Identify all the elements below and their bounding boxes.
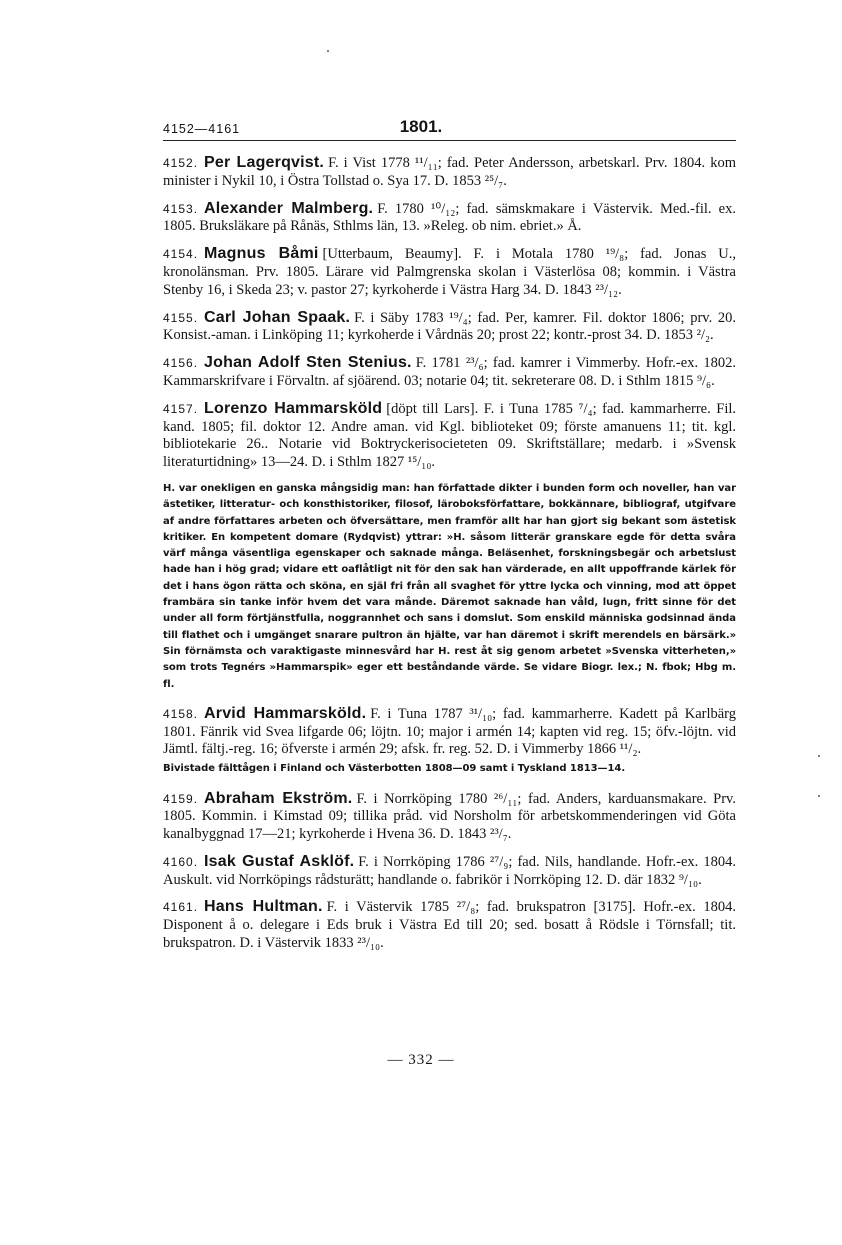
entry-number: 4158. bbox=[163, 706, 199, 721]
entry-text: F. i Tuna 1787 ³¹/₁₀; fad. kammarherre. Kadett på Karlbärg 1801. Fänrik vid Svea lifgarde 06; löjtn. 10; major i armén 14; kapten vid reg. 15; öfv.-löjtn. vid Jämtl. fältj.-reg. 16; öfverste i armén 29; afsk. fr. reg. 52. D. i Vimmerby 1866 ¹¹/₂. bbox=[163, 705, 736, 758]
entry-number: 4153. bbox=[163, 201, 199, 216]
entry-text: [döpt till Lars]. F. i Tuna 1785 ⁷/₄; fad. kammarherre. Fil. kand. 1805; fil. doktor 12. Andre aman. vid Kgl. biblioteket 09; förste amanuens 11; tit. kgl. bibliotekarie 26.. Notarie vid Boktryckerisocieteten 09. Skriftställare; medarb. i »Svensk literaturtidning» 13—24. D. i Sthlm 1827 ¹⁵/₁₀. bbox=[163, 400, 737, 471]
entry-text: F. i Norrköping 1786 ²⁷/₉; fad. Nils, handlande. Hofr.-ex. 1804. Auskult. vid Norrköpings rådsturätt; handlande o. fabrikör i Norrköping 12. D. där 1832 ⁹/₁₀. bbox=[163, 853, 737, 888]
entry-text: F. i Vist 1778 ¹¹/₁₁; fad. Peter Andersson, arbetskarl. Prv. 1804. kom minister i Nykil 10, i Östra Tollstad o. Sya 17. D. 1853 ²⁵/₇. bbox=[163, 155, 736, 189]
entry-number: 4154. bbox=[163, 247, 199, 262]
entry-name: Magnus Båmi bbox=[204, 245, 319, 263]
entry-text: F. i Norrköping 1780 ²⁶/₁₁; fad. Anders, karduansmakare. Prv. 1805. Kommin. i Kimstad 09; tillika pråd. vid Norsholm för arbetskommenderingen vid Göta kanalbyggnad 17—21; kyrkoherde i Hvena 36. D. 1843 ²³/₇. bbox=[163, 790, 736, 843]
entry-text: F. 1780 ¹⁰/₁₂; fad. sämskmakare i Västervik. Med.-fil. ex. 1805. Bruksläkare på Rånäs, Sthlms län, 13. »Releg. ob nim. ebriet.» Å. bbox=[163, 200, 736, 235]
entries-body bbox=[163, 154, 736, 962]
entry-number: 4152. bbox=[163, 156, 199, 170]
entry-name: Alexander Malmberg. bbox=[204, 199, 374, 217]
entry-name: Lorenzo Hammarsköld bbox=[204, 399, 383, 417]
page-number: — 332 — bbox=[387, 1052, 455, 1068]
header-rule bbox=[163, 140, 736, 141]
entry-4153 bbox=[163, 200, 736, 237]
entry-number: 4160. bbox=[163, 854, 199, 869]
entry-name: Abraham Ekström. bbox=[204, 789, 353, 807]
campaign-note: Bivistade fälttågen i Finland och Västerbotten 1808—09 samt i Tyskland 1813—14. bbox=[163, 763, 626, 775]
entry-number: 4161. bbox=[163, 900, 199, 915]
entry-4159 bbox=[163, 790, 736, 844]
entry-4158 bbox=[163, 705, 736, 759]
entry-name: Carl Johan Spaak. bbox=[204, 308, 351, 326]
entry-text: F. i Västervik 1785 ²⁷/₈; fad. brukspatron [3175]. Hofr.-ex. 1804. Disponent å o. delegare i Eds bruk i Västra Ed till 20; sed. bosatt å Rödsle i Törnsfall; tit. brukspatron. D. i Västervik 1833 ²³/₁₀. bbox=[163, 899, 736, 952]
biographical-note: H. var onekligen en ganska mångsidig man: han författade dikter i bunden form och noveller, han var ästetiker, litteratur- och konsthistoriker, filosof, läroboksförfattare, bokkännare, bibliograf, utgifvare af andre författares arbeten och öfversättare, men framför allt har han gjort sig bekant som ästetisk kritiker. En kompetent domare (Rydqvist) yttrar: »H. såsom litterär granskare egde för detta svåra värf många väsentliga egenskaper och saknade många. Beläsenhet, forskningsbegär och arbetslust hade han i hög grad; vidare ett oaflåtligt nit för den sak han värderade, en allt uppoffrande kärlek för det i hans ögon rätta och sköna, en själ fri från all svaghet för yttre lycka och vinning, mod att öppet frambära sin tanke inför hvem det vara månde. Däremot saknade han våld, lugn, fritt sinne för det under all form förtjänstfulla, noggrannhet och sans i domslut. Som enskild människa godsinnad ända till flathet och i umgänget snarare pultron än hjälte, var han däremot i skrift merendels en bärsärk.» Sin förnämsta och varaktigaste minnesvård har H. rest åt sig genom arbetet »Svenska vitterheten,» som trots Tegnérs »Hammarspik» eger ett beståndande värde. Se vidare Biogr. lex.; N. fbok; Hbg m. fl. bbox=[163, 482, 736, 690]
speck bbox=[818, 795, 820, 797]
entry-name: Isak Gustaf Asklöf. bbox=[204, 852, 355, 870]
entry-name: Per Lagerqvist. bbox=[204, 154, 325, 171]
entry-4160 bbox=[163, 853, 736, 890]
entry-4155 bbox=[163, 309, 736, 346]
entry-4154 bbox=[163, 245, 736, 299]
entry-number: 4156. bbox=[163, 356, 199, 371]
running-head-year: 1801. bbox=[399, 117, 443, 136]
entry-name: Arvid Hammarsköld. bbox=[204, 704, 367, 722]
entry-name: Hans Hultman. bbox=[204, 898, 323, 916]
entry-text: [Utterbaum, Beaumy]. F. i Motala 1780 ¹⁹/₈; fad. Jonas U., kronolänsman. Prv. 1805. Lärare vid Palmgrenska skolan i Västerlösa 08; kommin. i Västra Stenby 16, i Skeda 23; v. pastor 27; kyrkoherde i Västra Harg 34. D. 1843 ²³/₁₂. bbox=[163, 246, 736, 298]
entry-4156 bbox=[163, 354, 736, 391]
speck bbox=[327, 50, 329, 52]
speck bbox=[818, 755, 820, 757]
running-head-range: 4152—4161 bbox=[163, 122, 241, 136]
entry-name: Johan Adolf Sten Stenius. bbox=[204, 354, 412, 372]
entry-4157 bbox=[163, 400, 736, 472]
entry-number: 4155. bbox=[163, 310, 199, 325]
entry-4161 bbox=[163, 898, 736, 952]
entry-text: F. i Säby 1783 ¹⁹/₄; fad. Per, kamrer. Fil. doktor 1806; prv. 20. Konsist.-aman. i Linköping 11; kyrkoherde i Vårdnäs 20; prost 22; kontr.-prost 34. D. 1853 ²/₂. bbox=[163, 309, 736, 344]
entry-number: 4159. bbox=[163, 791, 199, 806]
entry-number: 4157. bbox=[163, 401, 199, 416]
entry-4152 bbox=[163, 154, 736, 191]
entry-text: F. 1781 ²³/₆; fad. kamrer i Vimmerby. Hofr.-ex. 1802. Kammarskrifvare i Förvaltn. af sjöärend. 03; notarie 04; tit. sekreterare 08. D. i Sthlm 1815 ⁹/₆. bbox=[163, 355, 737, 389]
